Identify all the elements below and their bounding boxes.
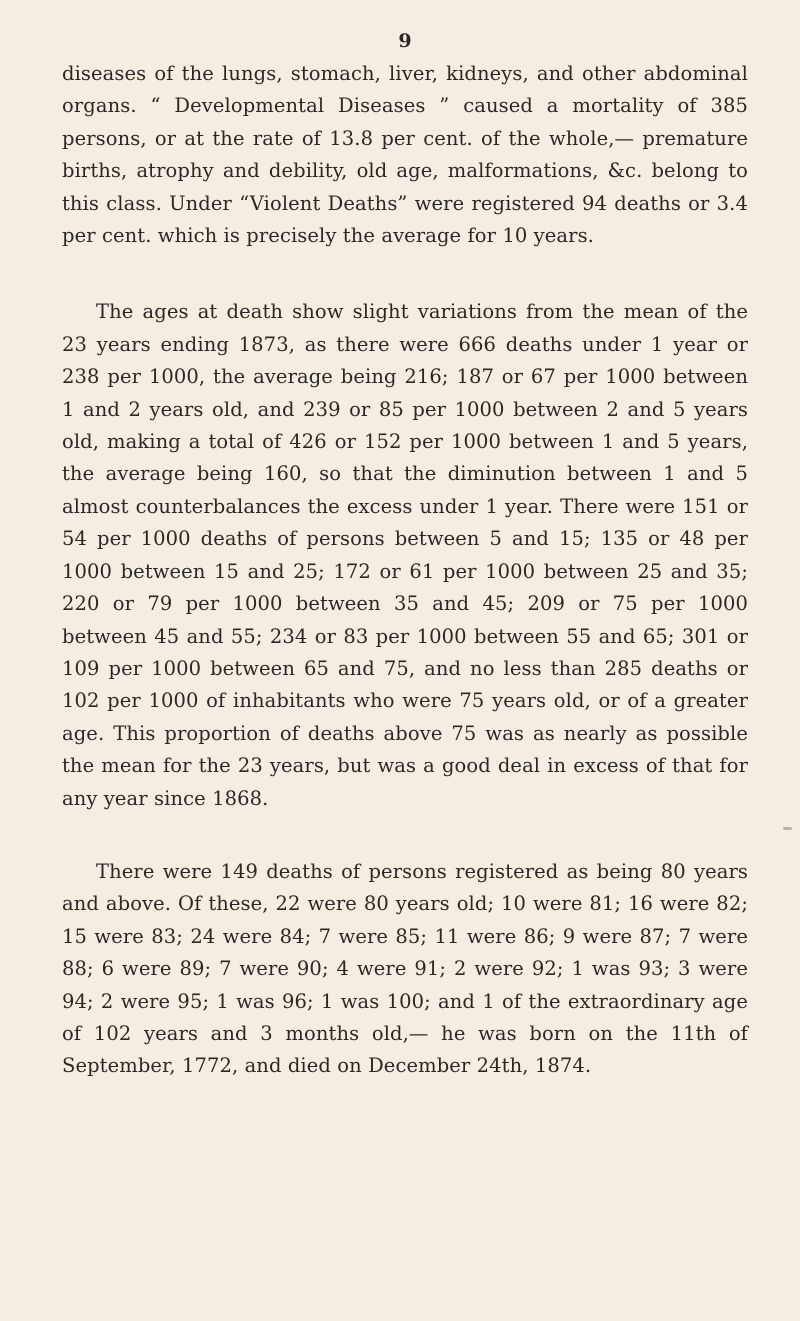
paragraph-developmental-violent-deaths: diseases of the lungs, stomach, liver, kidneys, and other abdominal organs. “ Developmental Diseases ” caused a mortality of 385 persons, or at the rate of 13.8 per cent. of the whole,— premature births, atrophy and debility, old age, malformations, &c. belong to this class. Under “Violent Deaths” were registered 94 deaths or 3.4 per cent. which is precisely the average for 10 years. xyxy=(62,62,748,248)
page-number: 9 xyxy=(398,30,412,52)
paragraph-deaths-over-eighty: There were 149 deaths of persons registered as being 80 years and above. Of these, 22 were 80 years old; 10 were 81; 16 were 82; 15 were 83; 24 were 84; 7 were 85; 11 were 86; 9 were 87; 7 were 88; 6 were 89; 7 were 90; 4 were 91; 2 were 92; 1 was 93; 3 were 94; 2 were 95; 1 was 96; 1 was 100; and 1 of the extraordinary age of 102 years and 3 months old,— he was born on the 11th of September, 1772, and died on December 24th, 1874. xyxy=(62,859,748,1078)
paragraph-ages-at-death: The ages at death show slight variations from the mean of the 23 years ending 1873, as there were 666 deaths under 1 year or 238 per 1000, the average being 216; 187 or 67 per 1000 between 1 and 2 years old, and 239 or 85 per 1000 between 2 and 5 years old, making a total of 426 or 152 per 1000 between 1 and 5 years, the average being 160, so that the diminution between 1 and 5 almost counterbalances the excess under 1 year. There were 151 or 54 per 1000 deaths of persons between 5 and 15; 135 or 48 per 1000 between 15 and 25; 172 or 61 per 1000 between 25 and 35; 220 or 79 per 1000 between 35 and 45; 209 or 75 per 1000 between 45 and 55; 234 or 83 per 1000 between 55 and 65; 301 or 109 per 1000 between 65 and 75, and no less than 285 deaths or 102 per 1000 of inhabitants who were 75 years old, or of a greater age. This proportion of deaths above 75 was as nearly as possible the mean for the 23 years, but was a good deal in excess of that for any year since 1868. xyxy=(62,300,748,810)
page-speck xyxy=(783,827,792,830)
